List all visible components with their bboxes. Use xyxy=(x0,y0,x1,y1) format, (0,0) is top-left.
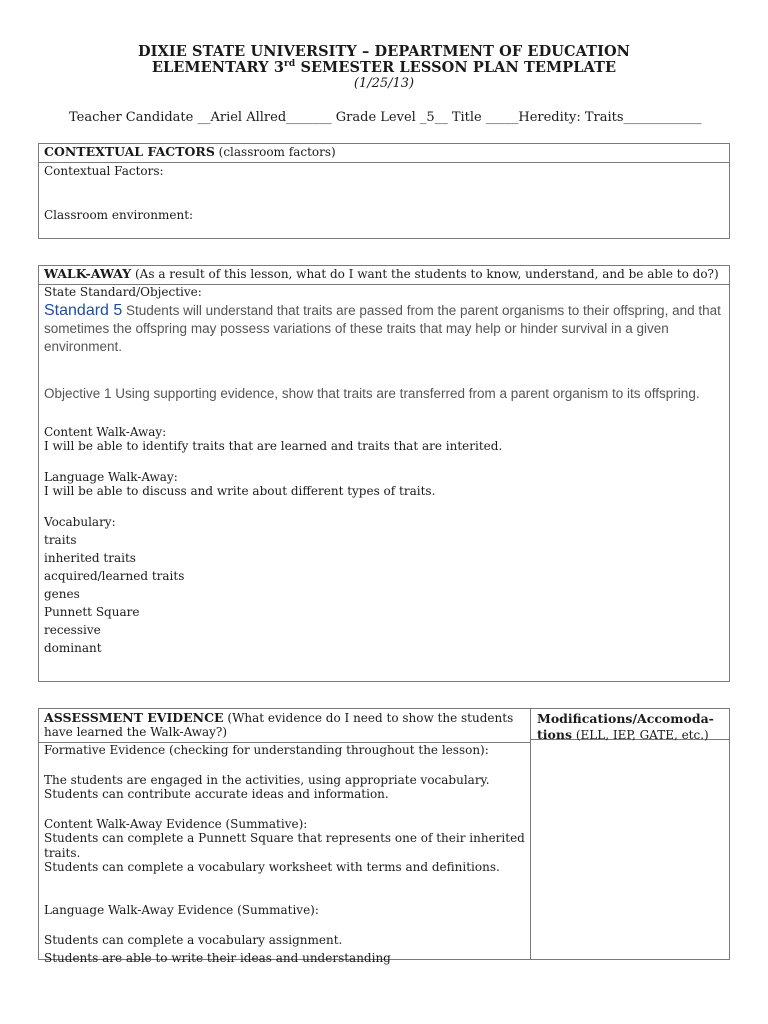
contextual-factors-box xyxy=(38,143,730,239)
vocabulary-item: traits xyxy=(44,532,77,547)
vocabulary-label: Vocabulary: xyxy=(44,514,116,529)
standard-paragraph xyxy=(44,302,724,356)
standard-text: Students will understand that traits are passed from the parent organisms to their offspring, and that sometimes the offspring may possess variations of these traits that may help or hinder survival in a given environment. xyxy=(44,302,721,354)
formative-evidence-label: Formative Evidence (checking for understanding throughout the lesson): xyxy=(44,743,489,757)
formative-line-1: The students are engaged in the activities, using appropriate vocabulary. xyxy=(44,772,490,787)
standard-name: Standard 5 xyxy=(44,301,123,319)
language-evidence-line-1: Students can complete a vocabulary assignment. xyxy=(44,933,343,947)
content-evidence-label: Content Walk-Away Evidence (Summative): xyxy=(44,816,308,831)
classroom-environment-label: Classroom environment: xyxy=(44,207,194,222)
vocabulary-item: genes xyxy=(44,586,80,601)
contextual-factors-title: CONTEXTUAL FACTORS xyxy=(44,144,215,159)
content-walk-away-text: I will be able to identify traits that are learned and traits that are interited. xyxy=(44,439,503,453)
assessment-title: ASSESSMENT EVIDENCE xyxy=(44,710,224,725)
assessment-header xyxy=(39,709,530,743)
walk-away-subtitle: (As a result of this lesson, what do I want the students to know, understand, and be able to do?) xyxy=(131,267,719,281)
content-evidence-line-1: Students can complete a Punnett Square that represents one of their inherited traits. xyxy=(44,831,525,860)
language-walk-away-text: I will be able to discuss and write about different types of traits. xyxy=(44,484,436,498)
assessment-subtitle: (What evidence do I need to show the students have learned the Walk-Away?) xyxy=(44,711,514,739)
header-subtitle xyxy=(0,60,768,76)
objective-text: Objective 1 Using supporting evidence, show that traits are transferred from a parent organism to its offspring. xyxy=(44,385,700,401)
header-subtitle-post: SEMESTER LESSON PLAN TEMPLATE xyxy=(295,59,617,76)
vocabulary-item: dominant xyxy=(44,640,102,655)
modifications-subtitle: (ELL, IEP, GATE, etc.) xyxy=(572,728,709,742)
modifications-header xyxy=(531,709,729,740)
assessment-evidence-box xyxy=(38,708,730,965)
content-evidence-line-2: Students can complete a vocabulary worksheet with terms and definitions. xyxy=(44,860,500,874)
header-title: DIXIE STATE UNIVERSITY – DEPARTMENT OF EDUCATION xyxy=(137,43,631,60)
content-walk-away-label: Content Walk-Away: xyxy=(44,424,167,439)
vocabulary-item: acquired/learned traits xyxy=(44,568,185,583)
candidate-line: Teacher Candidate __Ariel Allred_______ Grade Level _5__ Title _____Heredity: Traits____________ xyxy=(69,110,702,125)
contextual-factors-subtitle: (classroom factors) xyxy=(214,145,336,159)
document-header xyxy=(0,44,768,92)
contextual-factors-header xyxy=(39,144,729,163)
walk-away-title: WALK-AWAY xyxy=(44,266,132,281)
contextual-factors-label: Contextual Factors: xyxy=(44,164,164,178)
vocabulary-item: Punnett Square xyxy=(44,604,140,619)
assessment-left-column xyxy=(39,709,530,965)
modifications-column xyxy=(530,709,729,959)
header-subtitle-sup: rd xyxy=(284,59,296,70)
contextual-factors-content xyxy=(39,164,729,222)
vocabulary-item: recessive xyxy=(44,622,101,637)
formative-line-2: Students can contribute accurate ideas and information. xyxy=(44,787,389,801)
header-subtitle-pre: ELEMENTARY 3 xyxy=(151,59,285,76)
language-evidence-line-2: Students are able to write their ideas and understanding xyxy=(44,951,391,965)
walk-away-content xyxy=(39,285,729,657)
language-walk-away-label: Language Walk-Away: xyxy=(44,469,178,484)
vocabulary-item: inherited traits xyxy=(44,550,136,565)
assessment-content xyxy=(39,743,530,967)
walk-away-box xyxy=(38,265,730,682)
modifications-title: Modifications/Accomoda-tions xyxy=(537,711,714,742)
state-standard-label: State Standard/Objective: xyxy=(44,285,202,299)
header-date: (1/25/13) xyxy=(353,76,415,91)
walk-away-header xyxy=(39,266,729,285)
language-evidence-label: Language Walk-Away Evidence (Summative): xyxy=(44,902,319,917)
